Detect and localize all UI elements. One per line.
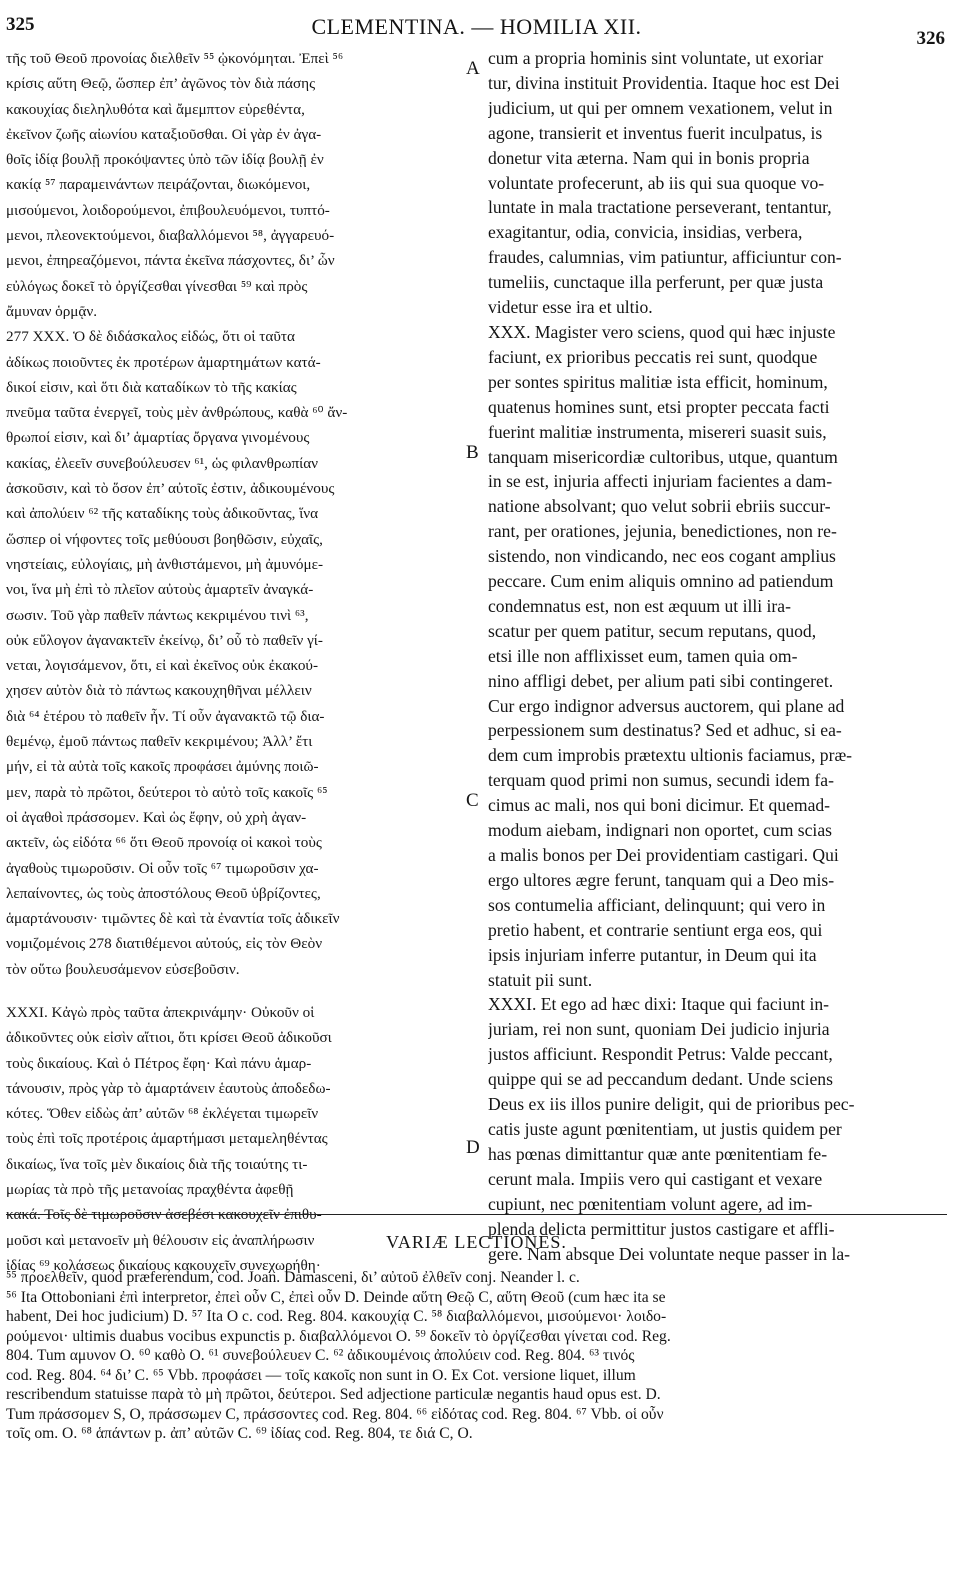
latin-text-line: quatenus homines sunt, etsi propter peccata facti <box>488 396 830 417</box>
latin-text-line: XXXI. Et ego ad hæc dixi: Itaque qui faciunt in- <box>488 994 830 1015</box>
greek-text-line: ἐκεῖνον ζωῆς αἰωνίου καταξιοῦσθαι. Οἱ γὰρ ἐν ἀγα- <box>6 125 322 143</box>
section-marker-b: B <box>466 442 479 463</box>
latin-text-line: scatur per quem patitur, secum reputans, quod, <box>488 620 817 641</box>
greek-text-line: οὐκ εὔλογον ἀγανακτεῖν ἐκείνῳ, δι’ οὗ τὸ παθεῖν γί- <box>6 631 323 649</box>
latin-text-line: gere. Nam absque Dei voluntate neque passer in la- <box>488 1243 851 1264</box>
greek-text-line: τὸν οὕτω βουλευσάμενον εὐσεβοῦσιν. <box>6 960 240 978</box>
latin-text-line: voluntate profecerunt, ab iis qui sua quoque vo- <box>488 172 825 193</box>
latin-text-line: rant, per orationes, jejunia, benedictiones, non re- <box>488 521 837 542</box>
greek-text-line: θοῖς ἰδίᾳ βουλῇ προκόψαντες ὑπὸ τῶν ἰδίᾳ βουλῇ ἐν <box>6 151 324 169</box>
latin-text-line: catis juste agunt pœnitentiam, ut justis quidem per <box>488 1118 842 1139</box>
greek-text-line: κότες. Ὅθεν εἰδὼς ἀπ’ αὐτῶν ⁶⁸ ἐκλέγεται τιμωρεῖν <box>6 1105 319 1123</box>
latin-text-line: tanquam misericordiæ cultoribus, utque, quantum <box>488 446 838 467</box>
greek-text-line: μωρίας τὰ πρὸ τῆς μετανοίας πραχθέντα ἀφεθῇ <box>6 1181 294 1199</box>
greek-text-line: εὐλόγως δοκεῖ τὸ ὀργίζεσθαι γίνεσθαι ⁵⁹ καὶ πρὸς <box>6 277 308 295</box>
greek-text-line: κακά. Τοῖς δὲ τιμωροῦσιν ἀσεβέσι κακουχεῖν ἐπιθυ- <box>6 1206 322 1224</box>
latin-text-line: etsi ille non afflixisset eum, tamen quia om- <box>488 645 798 666</box>
latin-text-line: sos contumelia afficiant, delinquunt; qui vero in <box>488 894 826 915</box>
latin-text-line: in se est, injuria affecti injuriam facientes a dam- <box>488 471 833 492</box>
greek-text-line: οἱ ἀγαθοὶ πράσσομεν. Καὶ ὡς ἔφην, οὐ χρὴ ἀγαν- <box>6 808 307 826</box>
latin-text-line: Deus ex iis illos punire deligit, qui de prioribus pec- <box>488 1094 855 1115</box>
latin-text-line: terquam quod primi non sumus, secundi idem fa- <box>488 770 834 791</box>
greek-text-line: πνεῦμα ταῦτα ἐνεργεῖ, τοὺς μὲν ἀνθρώπους, καθὰ ⁶⁰ ἄν- <box>6 404 348 422</box>
latin-text-line: modum aiebam, indignari non oportet, cum scias <box>488 820 832 841</box>
latin-text-line: Cur ergo indignor adversus auctorem, qui plane ad <box>488 695 845 716</box>
latin-text-line: plenda delicta permittitur justos castigare et affli- <box>488 1218 835 1239</box>
greek-text-line: κρίσις αὕτη Θεῷ, ὥσπερ ἐπ’ ἀγῶνος τὸν διὰ πάσης <box>6 75 316 93</box>
section-marker-c: C <box>466 790 479 811</box>
variae-note-line: rescribendum statuisse παρὰ τὸ μὴ πρῶτοι, δεύτεροι. Sed adjectione particulæ negantis haud opus est. D. <box>6 1386 661 1403</box>
greek-text-line: μενοι, ἐπηρεαζόμενοι, πάντα ἐκεῖνα πάσχοντες, δι’ ὧν <box>6 252 335 270</box>
greek-text-line: ἀδίκως ποιοῦντες ἐκ προτέρων ἁμαρτημάτων κατά- <box>6 353 321 371</box>
latin-text-line: juriam, rei non sunt, quoniam Dei judicio injuria <box>488 1019 830 1040</box>
greek-text-line: θρωποί εἰσιν, καὶ δι’ ἁμαρτίας ὄργανα γινομένους <box>6 429 310 447</box>
greek-text-line: ακτεῖν, ὡς εἰδότα ⁶⁶ ὅτι Θεοῦ προνοίᾳ οἱ κακοὶ τοὺς <box>6 834 322 852</box>
latin-text-line: luntate in mala tractatione perseverant, tentantur, <box>488 197 832 218</box>
greek-text-line: νομιζομένοις 278 διατιθέμενοι αὐτούς, εἰς τὸν Θεὸν <box>6 935 323 953</box>
latin-text-line: cerunt mala. Impiis vero qui castigant et vexare <box>488 1168 823 1189</box>
latin-text-line: nino affligi debet, per alium pati sibi contingeret. <box>488 670 834 691</box>
latin-text-line: judicium, ut qui per omnem vexationem, velut in <box>488 97 833 118</box>
greek-text-line: ἁμαρτάνουσιν· τιμῶντες δὲ καὶ τὰ ἐναντία τοῖς ἀδικεῖν <box>6 910 340 928</box>
latin-text-line: statuit pii sunt. <box>488 969 593 990</box>
greek-text-line: δικαίως, ἵνα τοῖς μὲν δικαίοις διὰ τῆς τοιαύτης τι- <box>6 1155 308 1173</box>
greek-text-line: ἄμυναν ὁρμᾷν. <box>6 302 98 320</box>
greek-text-line: τάνουσιν, πρὸς γὰρ τὸ ἁμαρτάνειν ἑαυτοὺς ἀποδεδω- <box>6 1079 331 1097</box>
variae-note-line: cod. Reg. 804. ⁶⁴ δι’ C. ⁶⁵ Vbb. προφάσει — τοῖς κακοῖς non sunt in O. Ex Cot. versione liquet, illum <box>6 1366 636 1384</box>
greek-text-line: κακίᾳ ⁵⁷ παραμεινάντων πειράζονται, διωκόμενοι, <box>6 176 311 194</box>
variae-note-line: 804. Tum αμυνον O. ⁶⁰ καθὸ O. ⁶¹ συνεβούλευεν C. ⁶² ἀδικουμένοις ἀπολύειν cod. Reg. 804. ⁶³ τινός <box>6 1347 635 1364</box>
latin-text-line: tumeliis, cunctaque illa perferunt, per quæ justa <box>488 272 824 293</box>
section-marker-a: A <box>466 58 480 79</box>
greek-text-line: ὥσπερ οἱ νήφοντες τοῖς μεθύουσι βοηθῶσιν, εὐχαῖς, <box>6 530 323 548</box>
latin-text-line: donetur vita æterna. Nam qui in bonis propria <box>488 147 810 168</box>
greek-text-line: μεν, παρὰ τὸ πρῶτοι, δεύτεροι τὸ αὐτὸ τοῖς κακοῖς ⁶⁵ <box>6 783 328 801</box>
variae-lectiones-notes <box>6 1268 946 1444</box>
greek-text-line: δικοί εἰσιν, καὶ ὅτι διὰ καταδίκων τὸ τῆς κακίας <box>6 378 297 396</box>
greek-text-line: νοι, ἵνα μὴ ἐπὶ τὸ πλεῖον αὐτοὺς ἁμαρτεῖν ἀναγκά- <box>6 581 314 599</box>
greek-text-line: διὰ ⁶⁴ ἑτέρου τὸ παθεῖν ἦν. Τί οὖν ἀγανακτῶ τῷ δια- <box>6 707 325 725</box>
variae-note-line: τοῖς om. O. ⁶⁸ ἁπάντων p. ἀπ’ αὐτῶν C. ⁶⁹ ἰδίας cod. Reg. 804, τε διά C, O. <box>6 1425 473 1442</box>
latin-text-line: tur, divina instituit Providentia. Itaque hoc est Dei <box>488 72 840 93</box>
latin-text-line: agone, transierit et inventus fuerit inculpatus, is <box>488 122 823 143</box>
greek-text-line: ἀδικοῦντες οὐκ εἰσὶν αἴτιοι, ὅτι κρίσει Θεοῦ ἀδικοῦσι <box>6 1029 332 1047</box>
greek-text-line: τῆς τοῦ Θεοῦ προνοίας διελθεῖν ⁵⁵ ᾠκονόμηται. Ἐπεὶ ⁵⁶ <box>6 50 344 67</box>
page-header <box>0 0 953 50</box>
greek-text-line: τοὺς ἐπὶ τοῖς προτέροις ἁμαρτήμασι μεταμεληθέντας <box>6 1130 328 1148</box>
latin-text-line: pretio habent, et contrarie sentiunt erga eos, qui <box>488 919 823 940</box>
running-title: CLEMENTINA. — HOMILIA XII. <box>311 14 642 39</box>
variae-note-line: ⁵⁶ Ita Ottoboniani ἐπὶ interpretor, ἐπεὶ οὖν C, ἐπεὶ οὖν D. Deinde αὕτη Θεῷ C, αὕτη Θεοῦ (cum hæc ita se <box>6 1288 666 1306</box>
latin-text-line: fuerint malitiæ instrumenta, misereri suasit suis, <box>488 421 827 442</box>
latin-text-line: XXX. Magister vero sciens, quod qui hæc injuste <box>488 321 836 342</box>
latin-text-line: justos afficiunt. Respondit Petrus: Valde peccant, <box>488 1044 833 1065</box>
latin-text-line: natione absolvant; quo velut sobrii ebriis succur- <box>488 496 831 517</box>
greek-text-line: μοῦσι καὶ μετανοεῖν μὴ θέλουσιν εἰς ἀναπλήρωσιν <box>6 1231 315 1249</box>
latin-text-line: per sontes spiritus malitiæ ista efficit, hominum, <box>488 371 828 392</box>
latin-text-line: has pœnas dimittantur quæ ante pœnitentiam fe- <box>488 1143 828 1164</box>
greek-text-line <box>6 982 458 1000</box>
greek-text-line: κακουχίας διεληλυθότα καὶ ἄμεμπτον εὑρεθέντα, <box>6 100 305 118</box>
latin-text-line: videtur esse ira et ultio. <box>488 297 653 318</box>
greek-text-line: 277 XXX. Ὁ δὲ διδάσκαλος εἰδώς, ὅτι οἱ ταῦτα <box>6 328 295 346</box>
greek-text-line: χησεν αὐτὸν διὰ τὸ πάντως κακουχηθῆναι μέλλειν <box>6 682 312 700</box>
greek-column <box>6 46 458 1278</box>
variae-note-line: Tum πράσσομεν S, O, πράσσωμεν C, πράσσοντες cod. Reg. 804. ⁶⁶ εἰδότας cod. Reg. 804. ⁶⁷ Vbb. οἱ οὖν <box>6 1405 664 1423</box>
greek-text-line: θεμένῳ, ἐμοῦ πάντως παθεῖν κεκριμένου; Ἀλλ’ ἔτι <box>6 733 313 751</box>
greek-text-line: ἀγαθοὺς τιμωροῦσιν. Οἱ οὖν τοῖς ⁶⁷ τιμωροῦσιν χα- <box>6 859 319 877</box>
latin-text-line: sistendo, non vindicando, nec eos cogant amplius <box>488 546 836 567</box>
variae-lectiones-title: VARIÆ LECTIONES. <box>386 1232 567 1252</box>
greek-text-line: νηστείαις, εὐλογίαις, μὴ ἀνθιστάμενοι, μὴ ἀμυνόμε- <box>6 555 324 573</box>
section-divider <box>6 1214 947 1215</box>
latin-text-line: fraudes, calumnias, vim patiuntur, afficiuntur con- <box>488 247 842 268</box>
variae-note-line: habent, Dei hoc judicium) D. ⁵⁷ Ita O c. cod. Reg. 804. κακουχίᾳ C. ⁵⁸ διαβαλλόμενοι, μισούμενοι· λοιδο- <box>6 1308 667 1325</box>
greek-text-line: τοὺς δικαίους. Καὶ ὁ Πέτρος ἔφη· Καὶ πάνυ ἁμαρ- <box>6 1054 312 1072</box>
latin-text-line: condemnatus est, non est æquum ut illi ira- <box>488 595 791 616</box>
latin-text-line: faciunt, ex prioribus peccatis rei sunt, quodque <box>488 346 818 367</box>
latin-text-line: perpessionem sum destinatus? Sed et adhuc, si ea- <box>488 720 842 741</box>
latin-text-line: cum a propria hominis sint voluntate, ut exoriar <box>488 48 824 68</box>
latin-text-line: ipsis injuriam inferre putantur, in Deum qui ita <box>488 944 817 965</box>
greek-text-line: σωσιν. Τοῦ γὰρ παθεῖν πάντως κεκριμένου τινὶ ⁶³, <box>6 606 309 624</box>
latin-text-line: cimus ac mali, nos qui boni dicimur. Et quemad- <box>488 795 831 816</box>
greek-text-line: νεται, λογισάμενον, ὅτι, εἰ καὶ ἐκεῖνος οὐκ ἐκακού- <box>6 657 318 675</box>
greek-text-line: XXXI. Κἀγὼ πρὸς ταῦτα ἀπεκρινάμην· Οὐκοῦν οἱ <box>6 1003 315 1021</box>
latin-column <box>488 46 922 1266</box>
greek-text-line: μισούμενοι, λοιδορούμενοι, ἐπιβουλευόμενοι, τυπτό- <box>6 201 330 219</box>
greek-text-line: ἰδίας ⁶⁹ κολάσεως δικαίους κακουχεῖν συνεχωρήθη· <box>6 1256 321 1274</box>
latin-text-line: cupiunt, nec pœnitentiam volunt agere, ad im- <box>488 1193 813 1214</box>
page-number-left: 325 <box>6 14 35 35</box>
greek-text-line: λεπαίνοντες, ὡς τοὺς ἀποστόλους Θεοῦ ὑβρίζοντες, <box>6 884 321 902</box>
latin-text-line: exagitantur, odia, convicia, insidias, verbera, <box>488 222 803 243</box>
latin-text-line: ergo ultores ægre ferunt, tanquam qui a Deo mis- <box>488 869 835 890</box>
page-number-right: 326 <box>916 28 945 49</box>
latin-text-line: a malis bonos per Dei providentiam castigari. Qui <box>488 845 839 865</box>
greek-text-line: μενοι, πλεονεκτούμενοι, διαβαλλόμενοι ⁵⁸, ἀγγαρευό- <box>6 227 335 245</box>
variae-note-line: ⁵⁵ προελθεῖν, quod præferendum, cod. Joan. Damasceni, δι’ αὐτοῦ ἐλθεῖν conj. Neander l. c. <box>6 1269 580 1286</box>
latin-text-line: dem cum improbis prætextu ultionis faciamus, præ- <box>488 745 853 766</box>
greek-text-line: μήν, εἰ τὰ αὐτὰ τοῖς κακοῖς προφάσει ἀμύνης ποιῶ- <box>6 758 319 776</box>
greek-text-line: καὶ ἀπολύειν ⁶² τῆς καταδίκης τοὺς ἀδικοῦντας, ἵνα <box>6 505 319 523</box>
latin-text-line: quippe qui se ad peccandum dedant. Unde sciens <box>488 1069 833 1090</box>
variae-note-line: ρούμενοι· ultimis duabus vocibus expunctis p. διαβαλλόμενοι O. ⁵⁹ δοκεῖν τὸ ὀργίζεσθαι γίνεται cod. Reg. <box>6 1327 671 1345</box>
greek-text-line: κακίας, ἐλεεῖν συνεβούλευσεν ⁶¹, ὡς φιλανθρωπίαν <box>6 454 319 472</box>
greek-text-line: ἀσκοῦσιν, καὶ τὸ ὅσον ἐπ’ αὐτοῖς ἐστιν, ἀδικουμένους <box>6 480 335 498</box>
latin-text-line: peccare. Cum enim aliquis omnino ad patiendum <box>488 571 834 592</box>
section-marker-d: D <box>466 1137 480 1158</box>
